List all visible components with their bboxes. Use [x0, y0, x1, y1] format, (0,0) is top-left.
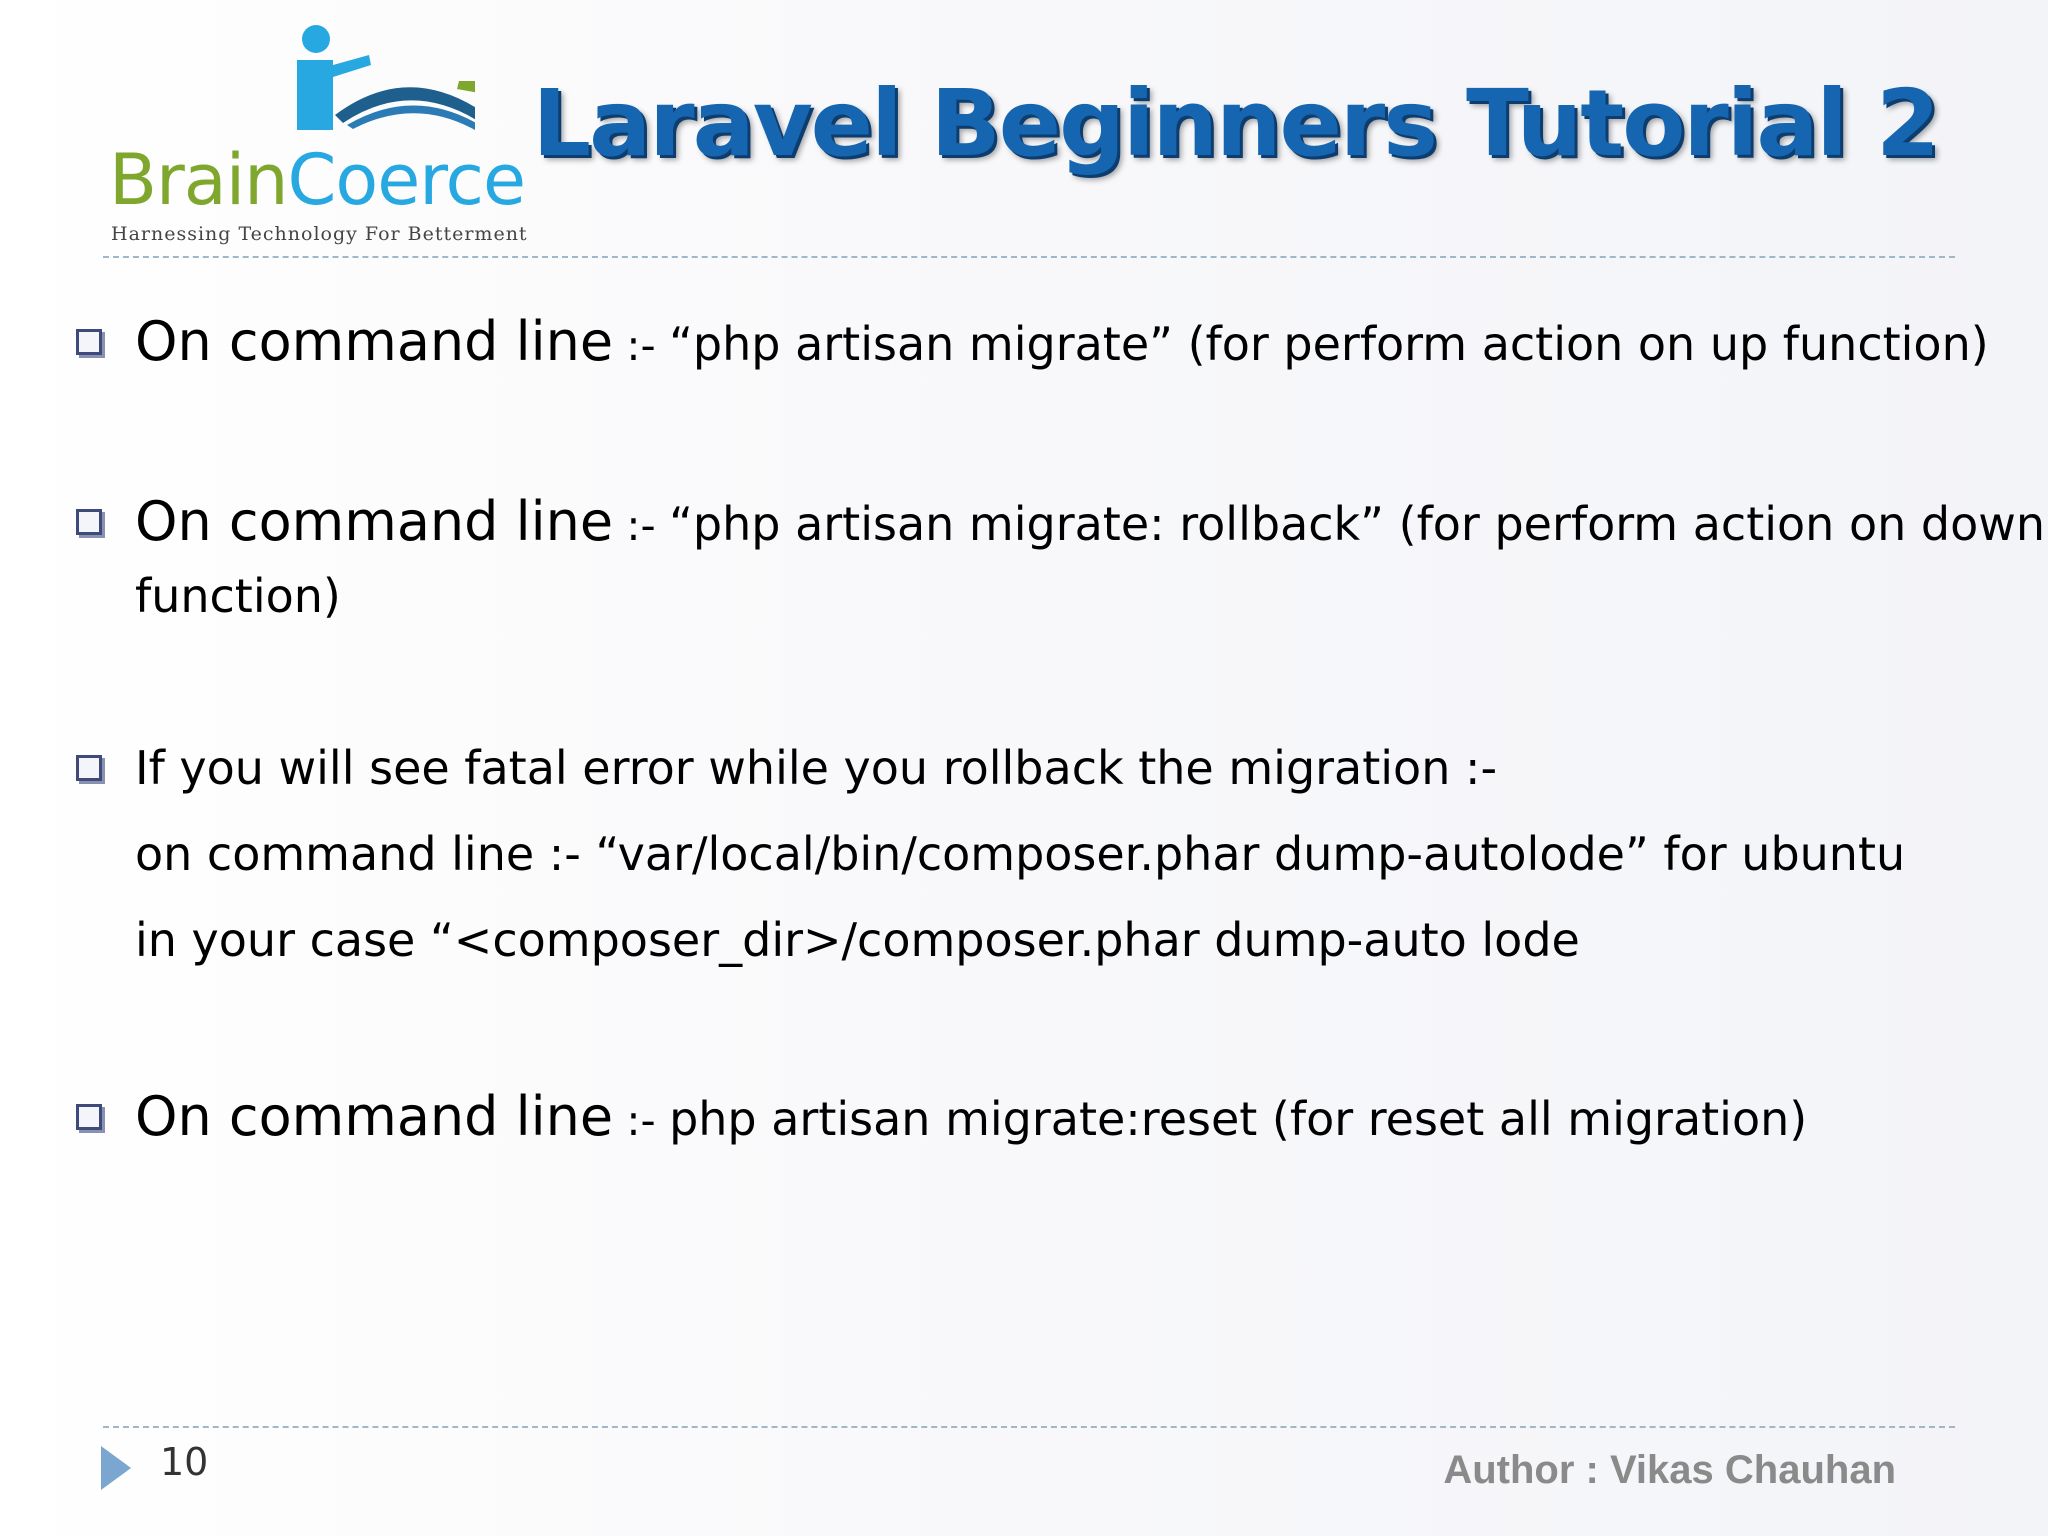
bottom-dashed-divider: [103, 1426, 1955, 1428]
bullet-text: “php artisan migrate” (for perform action on up function): [669, 317, 1989, 371]
bullet-text: “php artisan migrate: rollback” (for perform action on down: [669, 497, 2045, 551]
bullet-item: [135, 488, 2045, 560]
bullet-item: [135, 1083, 1807, 1155]
triangle-play-icon: [101, 1446, 131, 1490]
bullet-lead: On command line: [135, 310, 614, 373]
page-number: 10: [160, 1440, 209, 1484]
bullet-separator: :-: [613, 501, 670, 550]
author-credit: Author : Vikas Chauhan: [1443, 1448, 1896, 1492]
checkbox-bullet-icon: [76, 329, 102, 355]
bullet-text: php artisan migrate:reset (for reset all migration): [669, 1092, 1808, 1146]
checkbox-bullet-icon: [76, 509, 102, 535]
brand-name-coerce: Coerce: [287, 139, 526, 221]
bullet-subline: on command line :- “var/local/bin/composer.phar dump-autolode” for ubuntu: [135, 827, 1906, 881]
bullet-lead: On command line: [135, 1085, 614, 1148]
checkbox-bullet-icon: [76, 755, 102, 781]
bullet-separator: :-: [613, 321, 670, 370]
bullet-separator: :-: [613, 1096, 670, 1145]
brand-tagline: Harnessing Technology For Betterment: [111, 223, 528, 245]
bullet-continuation: function): [135, 569, 341, 623]
bullet-subline: in your case “<composer_dir>/composer.phar dump-auto lode: [135, 913, 1580, 967]
brand-name-brain: Brain: [109, 139, 288, 221]
bullet-lead: On command line: [135, 490, 614, 553]
bullet-item: [135, 308, 1989, 380]
checkbox-bullet-icon: [76, 1104, 102, 1130]
bullet-item: If you will see fatal error while you rollback the migration :-: [135, 741, 1498, 795]
slide-title: Laravel Beginners Tutorial 2: [532, 70, 1938, 177]
